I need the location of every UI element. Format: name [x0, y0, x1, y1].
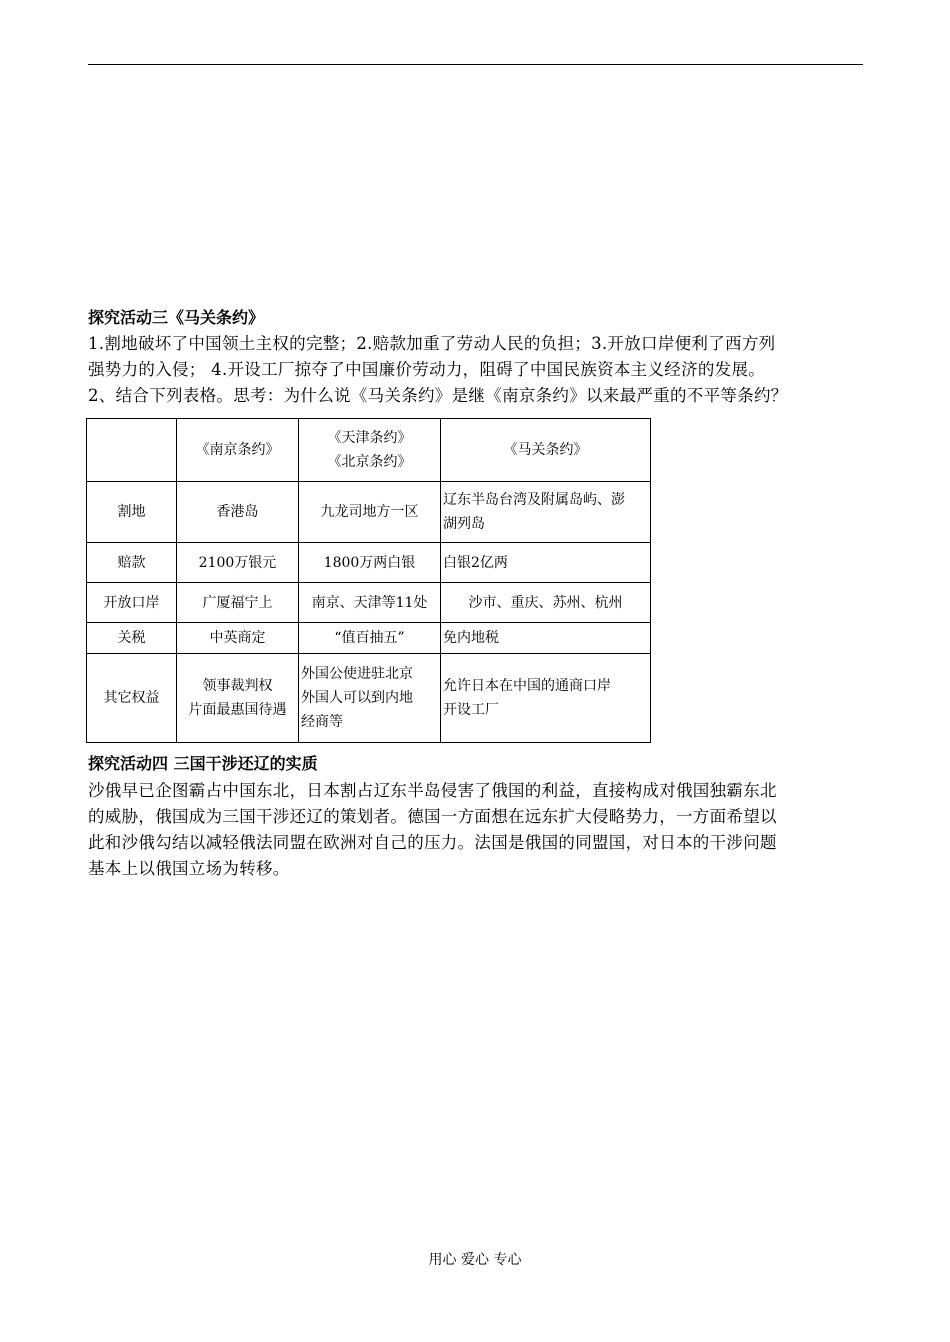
row-label: 割地 [87, 482, 177, 543]
cell: 免内地税 [441, 623, 651, 654]
header-rule [88, 64, 863, 65]
treaty-comparison-table [86, 418, 651, 743]
cell-line: 外国公使进驻北京 [301, 666, 413, 682]
table-row [87, 543, 651, 583]
cell-line: 领事裁判权 [202, 678, 273, 694]
section3-line: 1.割地破坏了中国领土主权的完整；2.赔款加重了劳动人民的负担；3.开放口岸便利了西方列 [88, 334, 776, 353]
cell: 中英商定 [177, 623, 299, 654]
section3-body [88, 331, 868, 409]
header-blank-cell [87, 419, 177, 482]
row-label: 赔款 [87, 543, 177, 583]
row-label: 关税 [87, 623, 177, 654]
cell-line: 片面最惠国待遇 [188, 702, 287, 718]
section4-body [88, 778, 868, 882]
cell [177, 654, 299, 743]
table-row [87, 654, 651, 743]
cell: 香港岛 [177, 482, 299, 543]
header-maguan: 《马关条约》 [441, 419, 651, 482]
section4-line: 的威胁，俄国成为三国干涉还辽的策划者。德国一方面想在远东扩大侵略势力，一方面希望以 [88, 807, 777, 826]
cell: 2100万银元 [177, 543, 299, 583]
header-nanjing: 《南京条约》 [177, 419, 299, 482]
page-footer: 用心 爱心 专心 [428, 1252, 522, 1268]
cell: “值百抽五” [299, 623, 441, 654]
cell-line: 湖列岛 [443, 516, 485, 532]
cell-line: 外国人可以到内地 [301, 690, 413, 706]
section4-line: 沙俄早已企图霸占中国东北，日本割占辽东半岛侵害了俄国的利益，直接构成对俄国独霸东北 [88, 781, 777, 800]
cell: 沙市、重庆、苏州、杭州 [441, 583, 651, 623]
table-header-row [87, 419, 651, 482]
header-beijing: 《北京条约》 [327, 454, 412, 470]
section3-question: 2、结合下列表格。思考：为什么说《马关条约》是继《南京条约》以来最严重的不平等条约？ [88, 386, 788, 405]
row-label: 其它权益 [87, 654, 177, 743]
section4-line: 此和沙俄勾结以减轻俄法同盟在欧洲对自己的压力。法国是俄国的同盟国，对日本的干涉问题 [88, 833, 777, 852]
cell-line: 开设工厂 [443, 702, 499, 718]
cell-line: 允许日本在中国的通商口岸 [443, 678, 611, 694]
table-row [87, 482, 651, 543]
table-row [87, 623, 651, 654]
cell-line: 经商等 [301, 714, 343, 730]
cell: 1800万两白银 [299, 543, 441, 583]
cell: 九龙司地方一区 [299, 482, 441, 543]
header-tianjin-beijing [299, 419, 441, 482]
header-tianjin: 《天津条约》 [327, 430, 412, 446]
cell: 南京、天津等11处 [299, 583, 441, 623]
table-row [87, 583, 651, 623]
cell [441, 654, 651, 743]
cell: 白银2亿两 [441, 543, 651, 583]
section4-title: 探究活动四 三国干涉还辽的实质 [88, 754, 318, 773]
cell-line: 辽东半岛台湾及附属岛屿、澎 [443, 492, 625, 508]
cell [299, 654, 441, 743]
section3-line: 强势力的入侵； 4.开设工厂掠夺了中国廉价劳动力，阻碍了中国民族资本主义经济的发展。 [88, 360, 766, 379]
row-label: 开放口岸 [87, 583, 177, 623]
cell: 广厦福宁上 [177, 583, 299, 623]
cell [441, 482, 651, 543]
section4-line: 基本上以俄国立场为转移。 [88, 859, 290, 878]
section3-title: 探究活动三《马关条约》 [88, 308, 265, 327]
